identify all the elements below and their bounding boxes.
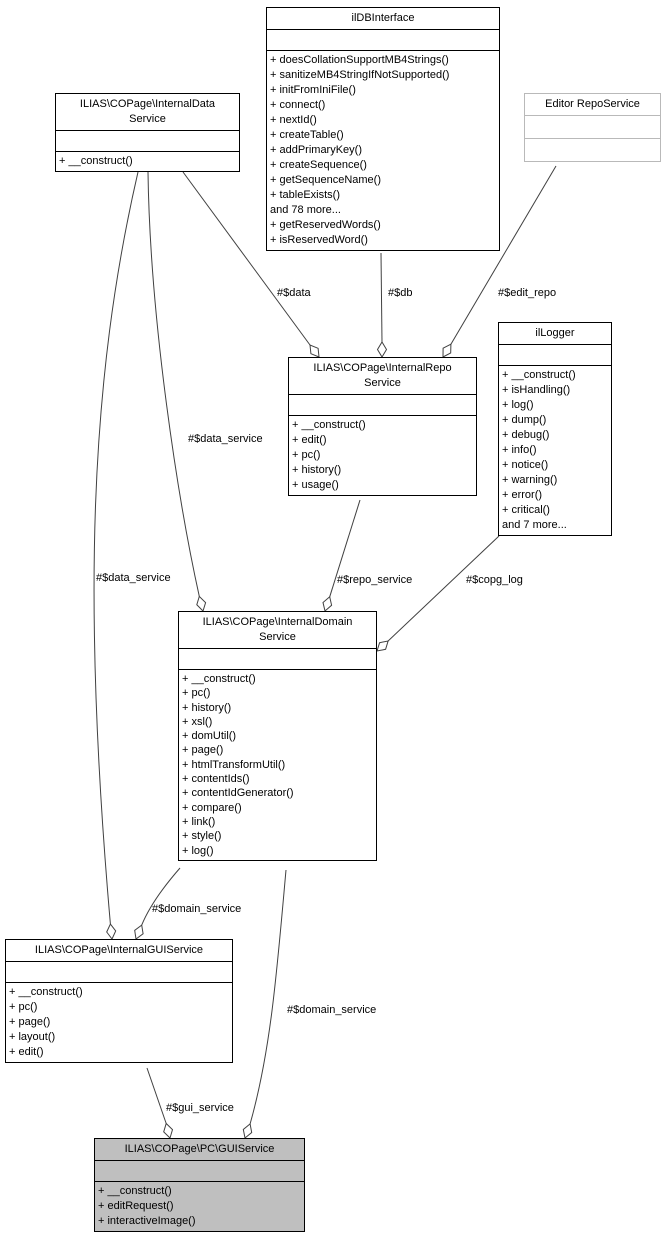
edge-db — [381, 253, 382, 342]
class-method: + critical() — [502, 504, 550, 516]
class-method: + log() — [182, 844, 214, 857]
class-methods — [289, 415, 476, 495]
edge-domain-service-pc — [250, 870, 286, 1124]
class-attributes-empty — [267, 29, 499, 50]
aggregation-diamond-icon — [377, 641, 388, 651]
class-method: + tableExists() — [270, 189, 340, 201]
edge-data-service-domain — [148, 172, 199, 596]
class-box-pc-gui-service — [94, 1138, 305, 1232]
class-title-line: Service — [259, 631, 296, 643]
class-title-line: ILIAS\COPage\InternalRepo — [313, 362, 452, 374]
edge-gui-service — [147, 1068, 166, 1124]
class-title-line: Service — [129, 113, 166, 125]
class-box-editor-repo-service — [524, 93, 661, 162]
edge-label-data-service-domain: #$data_service — [188, 433, 263, 445]
class-method: + pc() — [292, 449, 321, 461]
class-attributes-empty — [179, 648, 376, 669]
class-method: + history() — [292, 464, 342, 476]
aggregation-diamond-icon — [197, 596, 206, 611]
class-title-line: Editor RepoService — [545, 98, 640, 110]
class-method: + edit() — [292, 434, 327, 446]
class-method: + addPrimaryKey() — [270, 144, 363, 156]
class-method: and 7 more... — [502, 519, 567, 531]
class-method: + style() — [182, 830, 222, 843]
class-method: + doesCollationSupportMB4Strings() — [270, 54, 449, 66]
aggregation-diamond-icon — [243, 1124, 251, 1138]
class-method: + getReservedWords() — [270, 219, 381, 231]
class-attributes-empty — [95, 1160, 304, 1181]
class-methods — [95, 1181, 304, 1231]
edge-domain-service-gui — [142, 868, 180, 925]
class-method: + debug() — [502, 429, 550, 441]
class-title-line: ILIAS\COPage\InternalDomain — [202, 616, 353, 628]
class-title-line: ILIAS\COPage\InternalGUIService — [34, 944, 204, 956]
class-method: + nextId() — [270, 114, 317, 126]
class-method: + error() — [502, 489, 543, 501]
class-title — [499, 323, 611, 344]
class-attributes-empty — [289, 394, 476, 415]
edge-copg-log — [388, 536, 499, 641]
class-title — [6, 940, 232, 961]
aggregation-diamond-icon — [310, 345, 319, 357]
class-box-illogger[interactable] — [498, 322, 612, 536]
class-attributes-empty — [56, 130, 239, 151]
class-method: + createSequence() — [270, 159, 367, 171]
class-method: + xsl() — [182, 715, 213, 728]
class-method: + warning() — [502, 474, 558, 486]
class-method: + __construct() — [59, 155, 133, 167]
class-method: + connect() — [270, 99, 326, 111]
class-method: + page() — [182, 744, 224, 757]
class-method: + edit() — [9, 1046, 44, 1058]
class-method: + layout() — [9, 1031, 56, 1043]
class-method: + notice() — [502, 459, 549, 471]
aggregation-diamond-icon — [164, 1124, 173, 1139]
class-title — [289, 358, 476, 394]
class-method: + sanitizeMB4StringIfNotSupported() — [270, 69, 450, 81]
class-box-internal-domain-service[interactable] — [178, 611, 377, 861]
class-method: + __construct() — [502, 369, 576, 381]
edge-label-data-service-gui: #$data_service — [96, 572, 171, 584]
class-methods — [179, 669, 376, 860]
class-title — [56, 94, 239, 130]
class-attributes-empty — [525, 115, 660, 138]
class-box-internal-gui-service[interactable] — [5, 939, 233, 1063]
class-method: + isHandling() — [502, 384, 571, 396]
class-method: + page() — [9, 1016, 51, 1028]
edge-label-gui-service: #$gui_service — [166, 1102, 234, 1114]
class-title — [95, 1139, 304, 1160]
edge-label-repo-service: #$repo_service — [337, 574, 413, 586]
class-methods — [6, 982, 232, 1062]
class-method: + info() — [502, 444, 537, 456]
class-method: + contentIds() — [182, 773, 250, 786]
class-title-line: ILIAS\COPage\InternalData — [79, 98, 216, 110]
class-method: + getSequenceName() — [270, 174, 381, 186]
class-methods-empty — [525, 138, 660, 161]
class-method: + pc() — [9, 1001, 38, 1013]
class-title-line: ilLogger — [535, 327, 575, 339]
class-method: + htmlTransformUtil() — [182, 758, 286, 771]
class-method: + __construct() — [292, 419, 366, 431]
aggregation-diamond-icon — [135, 925, 143, 939]
class-method: + domUtil() — [182, 730, 237, 743]
aggregation-diamond-icon — [443, 344, 451, 357]
class-method: + createTable() — [270, 129, 344, 141]
class-method: + link() — [182, 815, 216, 828]
class-box-ildbinterface[interactable] — [266, 7, 500, 251]
edge-data-service-gui — [94, 172, 138, 924]
aggregation-diamond-icon — [378, 342, 387, 357]
class-method: + initFromIniFile() — [270, 84, 356, 96]
class-method: + __construct() — [9, 986, 83, 998]
edge-label-edit-repo: #$edit_repo — [498, 287, 557, 299]
class-method: + __construct() — [98, 1185, 172, 1197]
class-method: + compare() — [182, 801, 242, 814]
class-method: + contentIdGenerator() — [182, 787, 294, 800]
class-methods — [499, 365, 611, 535]
class-method: + dump() — [502, 414, 547, 426]
edge-label-data: #$data — [277, 287, 311, 299]
class-title-line: ILIAS\COPage\PC\GUIService — [124, 1143, 275, 1155]
class-method: + history() — [182, 701, 232, 714]
class-box-internal-data-service[interactable] — [55, 93, 240, 172]
edge-label-db: #$db — [388, 287, 413, 299]
class-box-internal-repo-service[interactable] — [288, 357, 477, 496]
class-method: + interactiveImage() — [98, 1215, 196, 1227]
class-attributes-empty — [499, 344, 611, 365]
class-title-line: Service — [364, 377, 401, 389]
class-title — [525, 94, 660, 115]
class-title — [267, 8, 499, 29]
class-method: + log() — [502, 399, 534, 411]
class-title-line: ilDBInterface — [351, 12, 415, 24]
class-methods — [267, 50, 499, 250]
aggregation-diamond-icon — [107, 924, 116, 939]
aggregation-diamond-icon — [323, 597, 332, 611]
class-attributes-empty — [6, 961, 232, 982]
class-method: + __construct() — [182, 673, 256, 685]
edge-label-domain-service-pc: #$domain_service — [287, 1004, 377, 1016]
edge-label-copg-log: #$copg_log — [466, 574, 523, 586]
class-method: + usage() — [292, 479, 339, 491]
class-method: + editRequest() — [98, 1200, 174, 1212]
edge-label-domain-service-gui: #$domain_service — [152, 903, 242, 915]
class-method: + isReservedWord() — [270, 234, 368, 246]
class-method: and 78 more... — [270, 204, 341, 216]
class-methods — [56, 151, 239, 171]
class-title — [179, 612, 376, 648]
class-method: + pc() — [182, 687, 211, 700]
